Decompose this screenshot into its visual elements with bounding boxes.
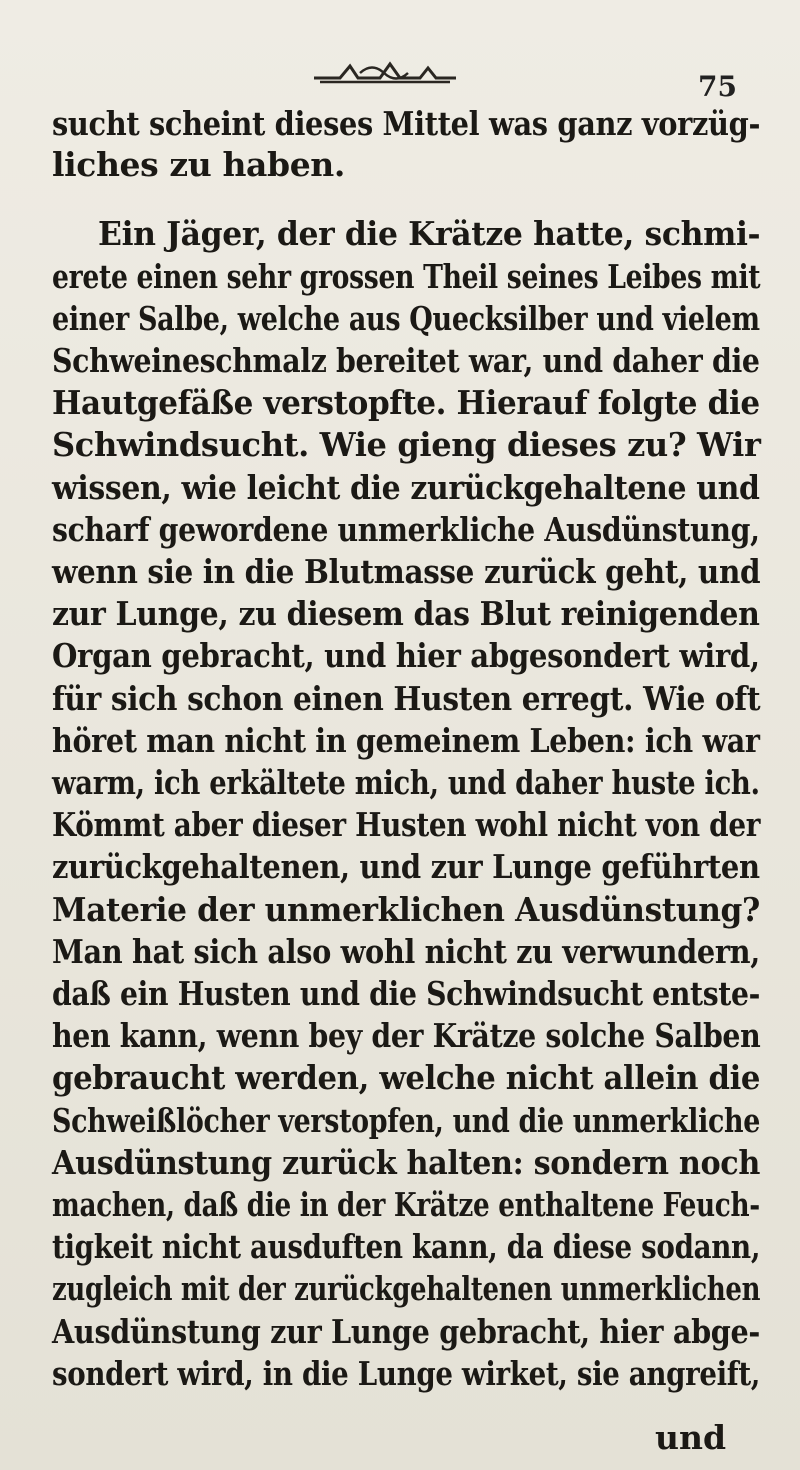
text-line: zur Lunge, zu diesem das Blut reinigenden (52, 594, 760, 633)
text-line: einer Salbe, welche aus Quecksilber und vielem (52, 299, 760, 338)
text-line: tigkeit nicht ausduften kann, da diese sodann, (52, 1227, 761, 1266)
text-line: Man hat sich also wohl nicht zu verwundern, (52, 932, 760, 971)
text-line: liches zu haben. (52, 145, 345, 184)
text-line: scharf gewordene unmerkliche Ausdünstung, (52, 510, 760, 549)
text-line: wenn sie in die Blutmasse zurück geht, und (52, 552, 761, 591)
catchword: und (655, 1418, 727, 1457)
text-line: Schwindsucht. Wie gieng dieses zu? Wir (52, 425, 761, 464)
text-line: machen, daß die in der Krätze enthaltene Feuch- (52, 1185, 760, 1224)
text-line: erete einen sehr grossen Theil seines Leibes mit (52, 257, 761, 296)
text-line: zugleich mit der zurückgehaltenen unmerklichen (52, 1269, 761, 1308)
text-line: sondert wird, in die Lunge wirket, sie angreift, (52, 1354, 761, 1393)
text-line: Ausdünstung zur Lunge gebracht, hier abge- (52, 1312, 761, 1351)
text-line: Hautgefäße verstopfte. Hierauf folgte die (52, 383, 760, 422)
text-line: Schweißlöcher verstopfen, und die unmerkliche (52, 1101, 761, 1140)
text-line: Schweineschmalz bereitet war, und daher die (52, 341, 760, 380)
text-line: Ein Jäger, der die Krätze hatte, schmi- (98, 214, 761, 253)
text-line: höret man nicht in gemeinem Leben: ich war (52, 721, 760, 760)
text-line: Organ gebracht, und hier abgesondert wird, (52, 636, 760, 675)
text-line: warm, ich erkältete mich, und daher huste ich. (52, 763, 760, 802)
text-line: hen kann, wenn bey der Krätze solche Salben (52, 1016, 761, 1055)
text-line: sucht scheint dieses Mittel was ganz vorzüg- (52, 104, 761, 143)
text-line: zurückgehaltenen, und zur Lunge geführten (52, 847, 760, 886)
text-line: gebraucht werden, welche nicht allein die (52, 1058, 761, 1097)
text-line: wissen, wie leicht die zurückgehaltene und (52, 468, 760, 507)
text-line: daß ein Husten und die Schwindsucht entste- (52, 974, 761, 1013)
text-line: Materie der unmerklichen Ausdünstung? (52, 890, 760, 929)
text-line: Ausdünstung zurück halten: sondern noch (52, 1143, 760, 1182)
page-number: 75 (698, 70, 737, 103)
header-ornament (310, 60, 460, 86)
text-line: für sich schon einen Husten erregt. Wie oft (52, 679, 761, 718)
text-line: Kömmt aber dieser Husten wohl nicht von der (52, 805, 761, 844)
